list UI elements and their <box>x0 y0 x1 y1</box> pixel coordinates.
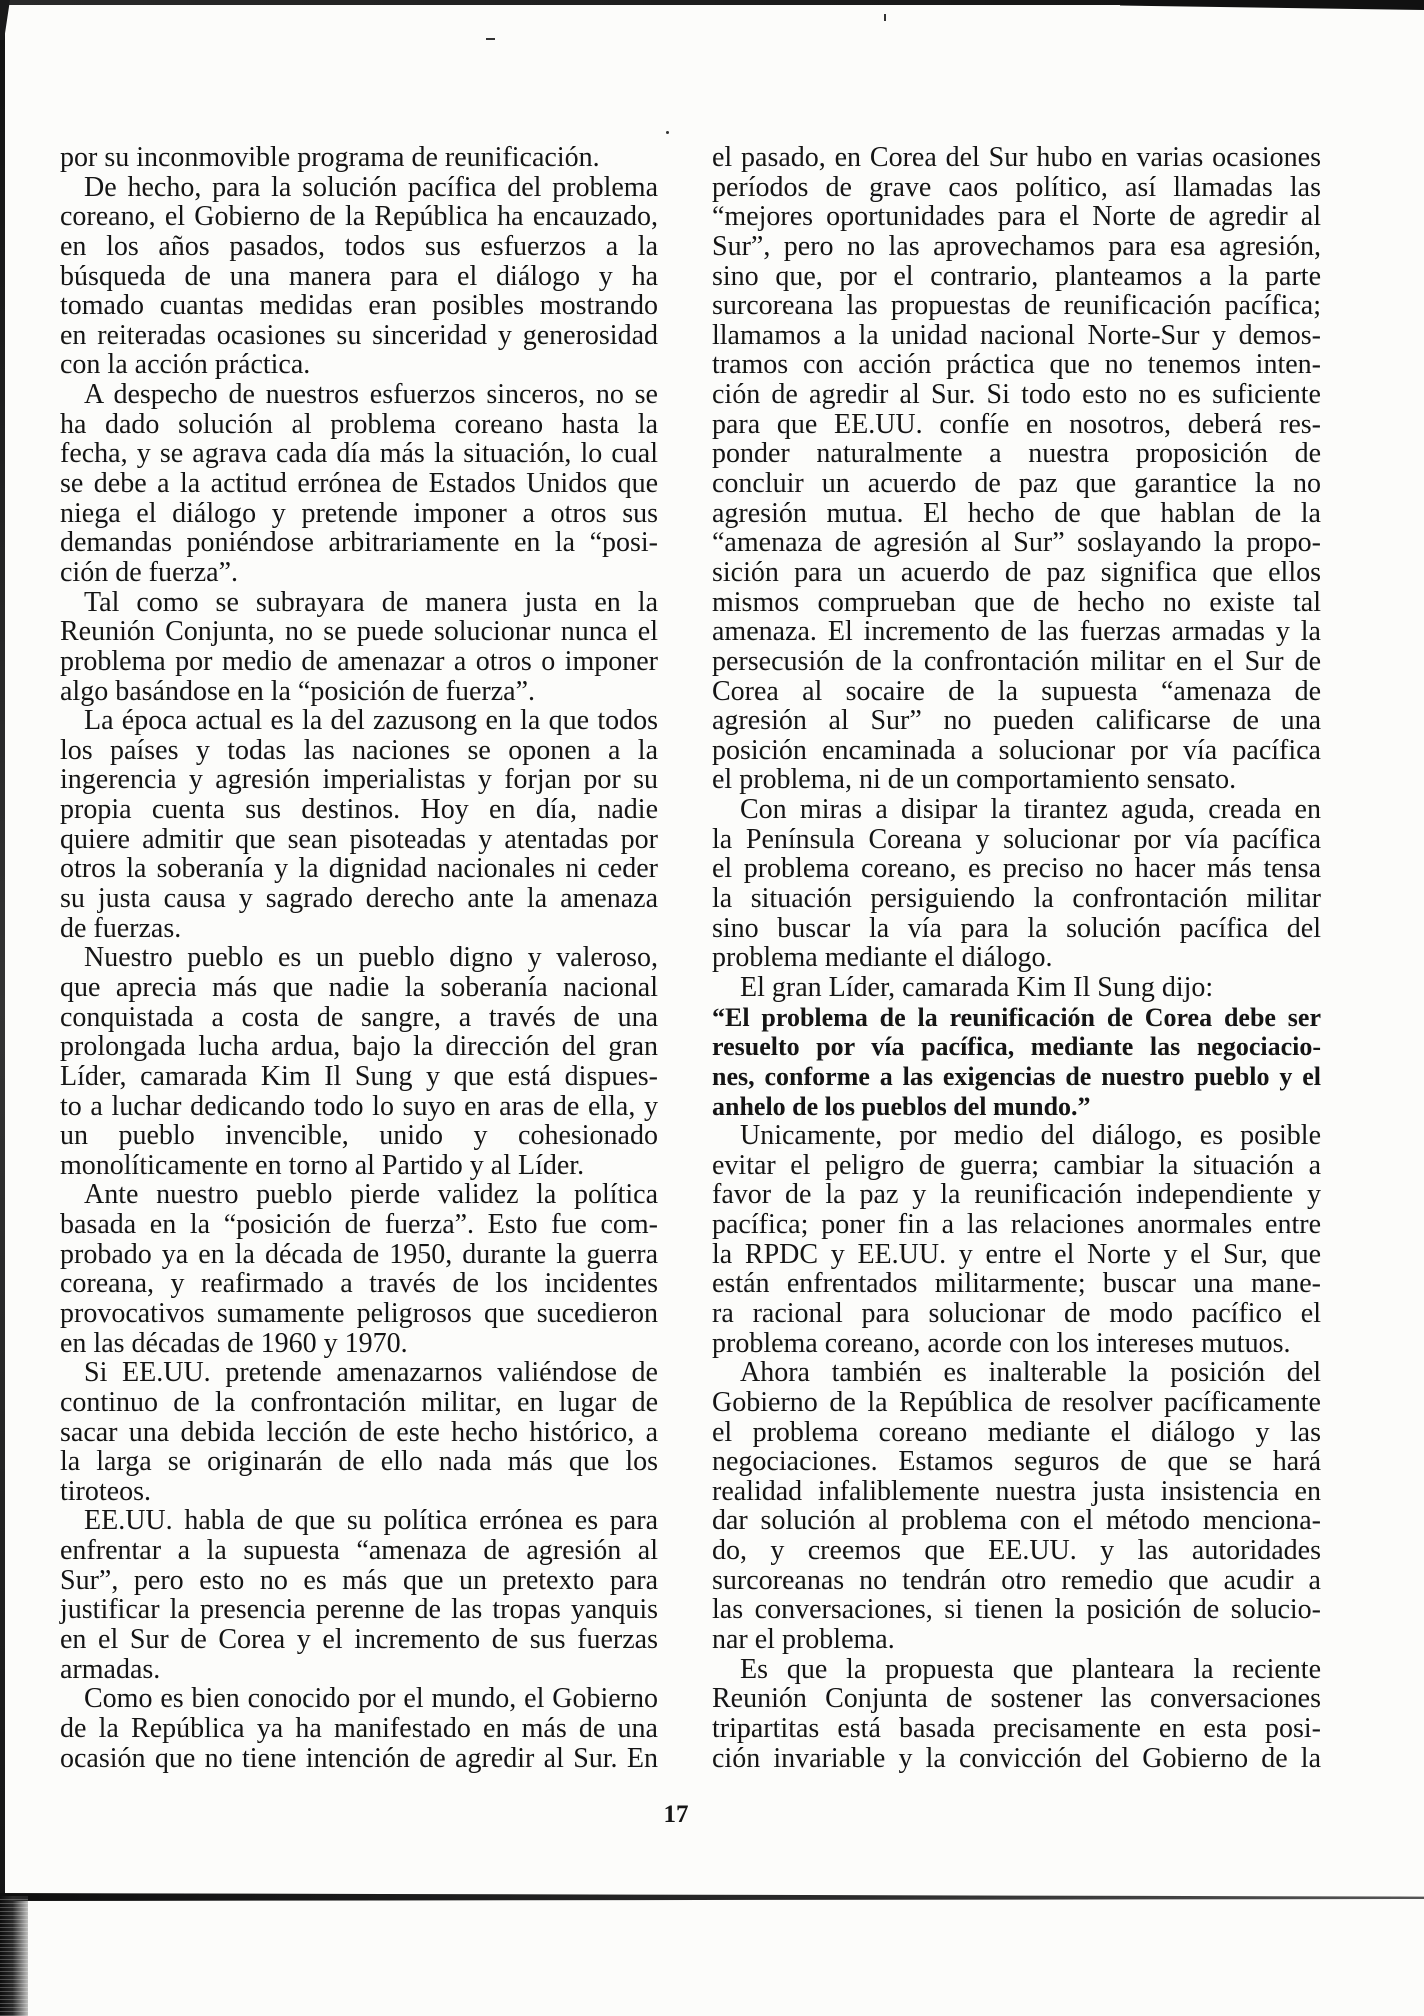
text-line: La época actual es la del zazusong en la que todos <box>84 705 658 737</box>
text-line: un pueblo invencible, unido y cohesionado <box>60 1120 658 1152</box>
text-line: Gobierno de la República de resolver pacíficamente <box>712 1386 1321 1418</box>
text-line: problema coreano, acorde con los intereses mutuos. <box>712 1327 1291 1359</box>
text-line: ción de fuerza”. <box>60 556 238 588</box>
scan-border-bottom <box>0 1893 1424 1901</box>
text-line: Si EE.UU. pretende amenazarnos valiéndose de <box>84 1357 658 1389</box>
text-line: justificar la presencia perenne de las tropas yanquis <box>60 1594 658 1626</box>
scan-border-top-right <box>1120 0 1424 10</box>
paragraph <box>60 1180 658 1358</box>
text-line: coreana, y reafirmado a través de los incidentes <box>60 1268 658 1300</box>
paragraph <box>60 173 658 380</box>
text-line: tramos con acción práctica que no tenemos inten- <box>712 349 1321 381</box>
text-line: fecha, y se agrava cada día más la situación, lo cual <box>60 438 658 470</box>
right-column <box>712 143 1321 1773</box>
text-line: en el Sur de Corea y el incremento de sus fuerzas <box>60 1624 658 1656</box>
paragraph <box>60 588 658 707</box>
text-line: ción invariable y la convicción del Gobierno de la <box>712 1742 1321 1774</box>
text-line: Reunión Conjunta de sostener las conversaciones <box>712 1683 1321 1715</box>
text-line: Ahora también es inalterable la posición del <box>740 1357 1321 1389</box>
text-line: en reiteradas ocasiones su sinceridad y generosidad <box>60 319 658 351</box>
text-line: to a luchar dedicando todo lo suyo en aras de ella, y <box>60 1090 658 1122</box>
text-line: sino buscar la vía para la solución pacífica del <box>712 912 1321 944</box>
text-line: problema por medio de amenazar a otros o imponer <box>60 645 658 677</box>
text-line: el problema coreano mediante el diálogo y las <box>712 1416 1321 1448</box>
text-line: algo basándose en la “posición de fuerza”. <box>60 675 536 707</box>
text-line: dar solución al problema con el método menciona- <box>712 1505 1321 1537</box>
text-line: ocasión que no tiene intención de agredir al Sur. En <box>60 1742 658 1774</box>
text-line: de la República ya ha manifestado en más de una <box>60 1712 658 1744</box>
text-line: se debe a la actitud errónea de Estados Unidos que <box>60 468 658 500</box>
text-line: Reunión Conjunta, no se puede solucionar nunca el <box>60 616 658 648</box>
text-line: con la acción práctica. <box>60 349 311 381</box>
text-line: Ante nuestro pueblo pierde validez la política <box>84 1179 658 1211</box>
text-line: “amenaza de agresión al Sur” soslayando la propo- <box>712 527 1321 559</box>
paragraph <box>60 380 658 587</box>
text-line: persecusión de la confrontación militar en el Sur de <box>712 645 1321 677</box>
text-line: posición encaminada a solucionar por vía pacífica <box>712 734 1321 766</box>
text-line: tomado cuantas medidas eran posibles mostrando <box>60 290 658 322</box>
text-line: llamamos a la unidad nacional Norte-Sur y demos- <box>712 319 1321 351</box>
text-line: Sur”, pero esto no es más que un pretexto para <box>60 1564 658 1596</box>
text-line: ción de agredir al Sur. Si todo esto no es suficiente <box>712 379 1321 411</box>
text-line: la RPDC y EE.UU. y entre el Norte y el Sur, que <box>712 1238 1321 1270</box>
ink-speck <box>666 131 669 134</box>
text-line: agresión al Sur” no pueden calificarse de una <box>712 705 1321 737</box>
text-line: Líder, camarada Kim Il Sung y que está dispues- <box>60 1060 658 1092</box>
text-line: quiere admitir que sean pisoteadas y atentadas por <box>60 823 658 855</box>
text-line: que aprecia más que nadie la soberanía nacional <box>60 971 658 1003</box>
text-line: la larga se originarán de ello nada más que los <box>60 1446 658 1478</box>
text-line: realidad infaliblemente nuestra justa insistencia en <box>712 1475 1321 1507</box>
text-line: sino que, por el contrario, planteamos a la parte <box>712 260 1321 292</box>
text-line: ponder naturalmente a nuestra proposición de <box>712 438 1321 470</box>
text-line: niega el diálogo y pretende imponer a otros sus <box>60 497 658 529</box>
text-line: evitar el peligro de guerra; cambiar la situación a <box>712 1149 1321 1181</box>
paragraph <box>712 795 1321 973</box>
text-line: negociaciones. Estamos seguros de que se hará <box>712 1446 1321 1478</box>
text-line: “mejores oportunidades para el Norte de agredir al <box>712 201 1321 233</box>
text-line: nar el problema. <box>712 1624 895 1656</box>
scan-corner-top-left <box>0 0 10 40</box>
text-line: tripartitas está basada precisamente en esta posi- <box>712 1712 1321 1744</box>
text-line: búsqueda de una manera para el diálogo y ha <box>60 260 658 292</box>
text-line: El gran Líder, camarada Kim Il Sung dijo: <box>740 971 1214 1003</box>
text-line: por su inconmovible programa de reunificación. <box>60 142 600 173</box>
text-line: las conversaciones, si tienen la posición de solucio- <box>712 1594 1321 1626</box>
text-line: coreano, el Gobierno de la República ha encauzado, <box>60 201 658 233</box>
text-line: Tal como se subrayara de manera justa en la <box>84 586 658 618</box>
text-line: de fuerzas. <box>60 912 182 944</box>
paragraph <box>712 143 1321 795</box>
ink-speck <box>486 38 495 40</box>
text-line: Nuestro pueblo es un pueblo digno y valeroso, <box>84 942 658 974</box>
paragraph <box>60 943 658 1180</box>
text-line: probado ya en la década de 1950, durante la guerra <box>60 1238 658 1270</box>
paragraph <box>712 973 1321 1003</box>
paragraph <box>712 1358 1321 1654</box>
text-line: EE.UU. habla de que su política errónea es para <box>84 1505 658 1537</box>
text-line: el pasado, en Corea del Sur hubo en varias ocasiones <box>712 142 1321 173</box>
text-line: ha dado solución al problema coreano hasta la <box>60 408 658 440</box>
text-line: tiroteos. <box>60 1475 151 1507</box>
left-column <box>60 143 658 1773</box>
text-line: prolongada lucha ardua, bajo la dirección del gran <box>60 1031 658 1063</box>
text-line: “El problema de la reunificación de Corea debe ser <box>712 1002 1321 1032</box>
text-line: ingerencia y agresión imperialistas y forjan por su <box>60 764 658 796</box>
text-line: amenaza. El incremento de las fuerzas armadas y la <box>712 616 1321 648</box>
text-line: ra racional para solucionar de modo pacífico el <box>712 1297 1321 1329</box>
paragraph <box>712 1655 1321 1774</box>
text-line: agresión mutua. El hecho de que hablan de la <box>712 497 1321 529</box>
text-line: la situación persiguiendo la confrontación militar <box>712 883 1321 915</box>
text-line: sacar una debida lección de este hecho histórico, a <box>60 1416 658 1448</box>
paragraph <box>712 1121 1321 1358</box>
paragraph <box>60 1684 658 1773</box>
quotation <box>712 1003 1321 1122</box>
text-line: conquistada a costa de sangre, a través de una <box>60 1001 658 1033</box>
paragraph <box>60 706 658 943</box>
text-line: Corea al socaire de la supuesta “amenaza de <box>712 675 1321 707</box>
scan-corner-bottom-left <box>0 1896 28 2016</box>
text-line: en los años pasados, todos sus esfuerzos a la <box>60 230 658 262</box>
text-line: provocativos sumamente peligrosos que sucedieron <box>60 1297 658 1329</box>
text-line: nes, conforme a las exigencias de nuestro pueblo y el <box>712 1061 1321 1091</box>
paragraph <box>60 143 658 173</box>
text-line: los países y todas las naciones se oponen a la <box>60 734 658 766</box>
text-line: enfrentar a la supuesta “amenaza de agresión al <box>60 1535 658 1567</box>
text-line: concluir un acuerdo de paz que garantice la no <box>712 468 1321 500</box>
text-line: A despecho de nuestros esfuerzos sinceros, no se <box>84 379 658 411</box>
text-line: períodos de grave caos político, así llamadas las <box>712 171 1321 203</box>
text-line: continuo de la confrontación militar, en lugar de <box>60 1386 658 1418</box>
text-line: el problema, ni de un comportamiento sensato. <box>712 764 1237 796</box>
text-line: el problema coreano, es preciso no hacer más tensa <box>712 853 1321 885</box>
text-line: Es que la propuesta que planteara la reciente <box>740 1653 1321 1685</box>
text-line: anhelo de los pueblos del mundo.” <box>712 1091 1091 1121</box>
page-number: 17 <box>663 1801 689 1828</box>
text-line: pacífica; poner fin a las relaciones anormales entre <box>712 1209 1321 1241</box>
text-line: favor de la paz y la reunificación independiente y <box>712 1179 1321 1211</box>
paragraph <box>60 1358 658 1506</box>
ink-speck <box>884 14 886 21</box>
text-line: monolíticamente en torno al Partido y al Líder. <box>60 1149 585 1181</box>
text-line: para que EE.UU. confíe en nosotros, deberá res- <box>712 408 1321 440</box>
text-line: surcoreana las propuestas de reunificación pacífica; <box>712 290 1321 322</box>
text-line: propia cuenta sus destinos. Hoy en día, nadie <box>60 794 658 826</box>
text-line: mismos comprueban que de hecho no existe tal <box>712 586 1321 618</box>
text-line: en las décadas de 1960 y 1970. <box>60 1327 408 1359</box>
text-line: Con miras a disipar la tirantez aguda, creada en <box>740 794 1321 826</box>
text-line: basada en la “posición de fuerza”. Esto fue com- <box>60 1209 658 1241</box>
text-line: Como es bien conocido por el mundo, el Gobierno <box>84 1683 658 1715</box>
text-line: Sur”, pero no las aprovechamos para esa agresión, <box>712 230 1321 262</box>
scan-border-left <box>0 0 5 2016</box>
text-line: su justa causa y sagrado derecho ante la amenaza <box>60 883 658 915</box>
text-line: resuelto por vía pacífica, mediante las negociacio- <box>712 1032 1321 1062</box>
text-line: otros la soberanía y la dignidad nacionales ni ceder <box>60 853 658 885</box>
paragraph <box>60 1506 658 1684</box>
text-line: problema mediante el diálogo. <box>712 942 1053 974</box>
text-line: De hecho, para la solución pacífica del problema <box>84 171 658 203</box>
text-line: surcoreanas no tendrán otro remedio que acudir a <box>712 1564 1321 1596</box>
text-line: do, y creemos que EE.UU. y las autoridades <box>712 1535 1321 1567</box>
text-line: armadas. <box>60 1653 161 1685</box>
text-line: Unicamente, por medio del diálogo, es posible <box>740 1120 1321 1152</box>
text-line: sición para un acuerdo de paz significa que ellos <box>712 556 1321 588</box>
text-line: demandas poniéndose arbitrariamente en la “posi- <box>60 527 658 559</box>
text-line: están enfrentados militarmente; buscar una mane- <box>712 1268 1321 1300</box>
text-line: la Península Coreana y solucionar por vía pacífica <box>712 823 1321 855</box>
